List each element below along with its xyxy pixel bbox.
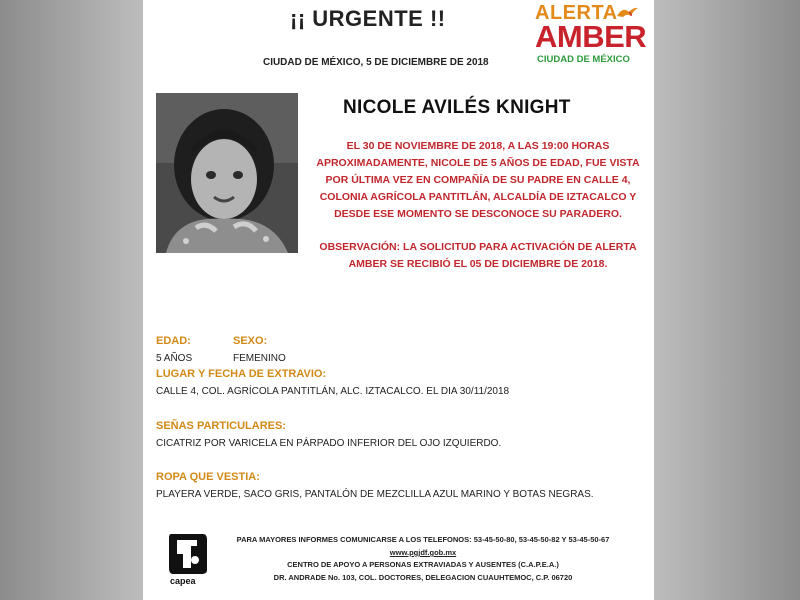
- capea-text: capea: [170, 576, 196, 586]
- features-value: CICATRIZ POR VARICELA EN PÁRPADO INFERIOR DEL OJO IZQUIERDO.: [156, 438, 502, 449]
- age-label: EDAD:: [156, 335, 191, 347]
- location-date-value: CALLE 4, COL. AGRÍCOLA PANTITLÁN, ALC. IZTACALCO. EL DIA 30/11/2018: [156, 386, 510, 397]
- activation-note: OBSERVACIÓN: LA SOLICITUD PARA ACTIVACIÓN DE ALERTA AMBER SE RECIBIÓ EL 05 DE DICIEMBRE DE 2018.: [319, 241, 637, 270]
- contact-phones: PARA MAYORES INFORMES COMUNICARSE A LOS TELEFONOS: 53-45-50-80, 53-45-50-82 Y 53-45-50-67: [236, 535, 610, 544]
- logo-cdmx-text: CIUDAD DE MÉXICO: [537, 54, 630, 65]
- age-value: 5 AÑOS: [156, 353, 193, 364]
- sex-label: SEXO:: [233, 335, 268, 347]
- alerta-amber-logo: [535, 2, 645, 72]
- missing-child-photo: [156, 93, 298, 253]
- incident-description: EL 30 DE NOVIEMBRE DE 2018, A LAS 19:00 HORAS APROXIMADAMENTE, NICOLE DE 5 AÑOS DE EDAD, FUE VISTA POR ÚLTIMA VEZ EN COMPAÑÍA DE SU PADRE EN CALLE 4, COLONIA AGRÍCOLA PANTITLÁN, ALCALDÍA DE IZTACALCO Y DESDE ESE MOMENTO SE DESCONOCE SU PARADERO.: [316, 140, 640, 220]
- features-label: SEÑAS PARTICULARES:: [156, 420, 286, 432]
- clothing-value: PLAYERA VERDE, SACO GRIS, PANTALÓN DE MEZCLILLA AZUL MARINO Y BOTAS NEGRAS.: [156, 489, 594, 500]
- urgent-heading: ¡¡ URGENTE !!: [290, 6, 446, 31]
- capea-address: DR. ANDRADE No. 103, COL. DOCTORES, DELEGACION CUAUHTEMOC, C.P. 06720: [273, 573, 573, 582]
- logo-alerta-text: ALERTA: [535, 2, 618, 24]
- background-left: [0, 0, 143, 600]
- place-date: CIUDAD DE MÉXICO, 5 DE DICIEMBRE DE 2018: [263, 56, 489, 68]
- clothing-label: ROPA QUE VESTIA:: [156, 471, 260, 483]
- sex-value: FEMENINO: [233, 353, 286, 364]
- background-right: [654, 0, 800, 600]
- location-date-label: LUGAR Y FECHA DE EXTRAVIO:: [156, 368, 327, 380]
- capea-center-name: CENTRO DE APOYO A PERSONAS EXTRAVIADAS Y AUSENTES (C.A.P.E.A.): [287, 560, 559, 569]
- alert-poster: [143, 0, 654, 600]
- logo-amber-text: AMBER: [535, 19, 647, 54]
- website-link[interactable]: www.pgjdf.gob.mx: [389, 548, 457, 557]
- child-name: NICOLE AVILÉS KNIGHT: [343, 97, 571, 118]
- bird-icon: [615, 4, 639, 20]
